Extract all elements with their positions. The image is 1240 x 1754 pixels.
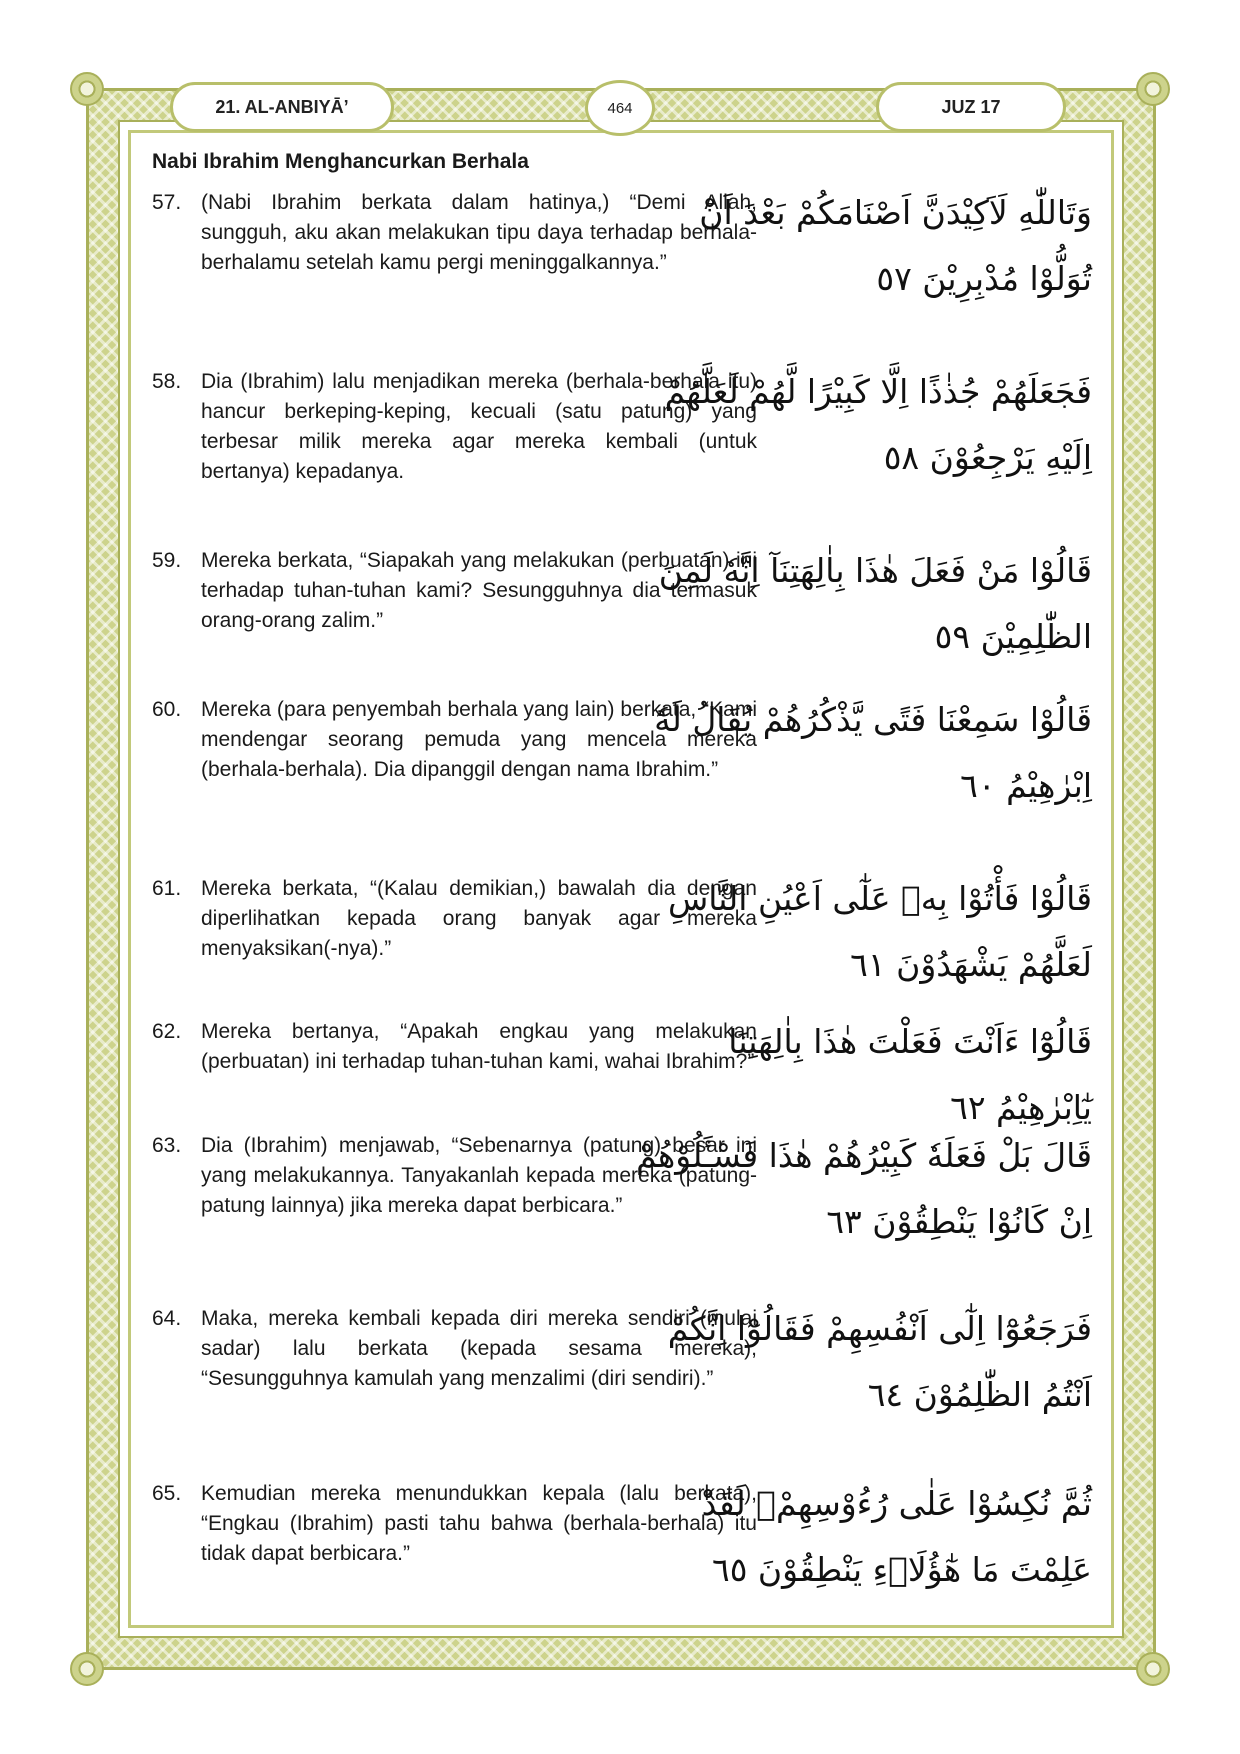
- corner-ornament-bottom-left: [70, 1652, 104, 1686]
- verse-number: 65.: [152, 1482, 182, 1505]
- verse-arabic: قَالُوْا سَمِعْنَا فَتًى يَّذْكُرُهُمْ يُقَالُ لَهٗٓ اِبْرٰهِيْمُ ٦٠: [654, 700, 1092, 805]
- juz-label: JUZ 17: [876, 82, 1066, 132]
- verse-arabic: قَالَ بَلْ فَعَلَهٗ كَبِيْرُهُمْ هٰذَا فَسْـَٔلُوْهُمْ اِنْ كَانُوْا يَنْطِقُوْنَ ٦٣: [635, 1136, 1092, 1241]
- page-number: 464: [585, 80, 655, 136]
- verse-arabic: فَجَعَلَهُمْ جُذٰذًا اِلَّا كَبِيْرًا لَّهُمْ لَعَلَّهُمْ اِلَيْهِ يَرْجِعُوْنَ ٥٨: [664, 372, 1092, 477]
- verse-translation: Mereka (para penyembah berhala yang lain) berkata, “Kami mendengar seorang pemuda yang mencela mereka (berhala-berhala). Dia dipanggil dengan nama Ibrahim.”: [201, 698, 757, 781]
- verse-translation: Mereka bertanya, “Apakah engkau yang melakukan (perbuatan) ini terhadap tuhan-tuhan kami, wahai Ibrahim?”: [201, 1020, 757, 1073]
- verse-number: 63.: [152, 1134, 182, 1157]
- verse-arabic: قَالُوْا فَأْتُوْا بِهٖ عَلٰٓى اَعْيُنِ النَّاسِ لَعَلَّهُمْ يَشْهَدُوْنَ ٦١: [667, 879, 1092, 984]
- verse-number: 61.: [152, 877, 182, 900]
- verse-number: 59.: [152, 549, 182, 572]
- surah-label: 21. AL-ANBIYĀ’: [170, 82, 394, 132]
- main-content: [152, 148, 1092, 176]
- verse-arabic: فَرَجَعُوْٓا اِلٰٓى اَنْفُسِهِمْ فَقَالُوْٓا اِنَّكُمْ اَنْتُمُ الظّٰلِمُوْنَ ٦٤: [667, 1309, 1092, 1414]
- verse-translation: Maka, mereka kembali kepada diri mereka sendiri (mulai sadar) lalu berkata (kepada sesama mereka), “Sesungguhnya kamulah yang menzalimi (diri sendiri).”: [201, 1307, 757, 1390]
- corner-ornament-top-left: [70, 72, 104, 106]
- verse-arabic: وَتَاللّٰهِ لَاَكِيْدَنَّ اَصْنَامَكُمْ بَعْدَ اَنْ تُوَلُّوْا مُدْبِرِيْنَ ٥٧: [699, 193, 1092, 298]
- section-title: Nabi Ibrahim Menghancurkan Berhala: [152, 150, 529, 173]
- verse-number: 60.: [152, 698, 182, 721]
- corner-ornament-top-right: [1136, 72, 1170, 106]
- verse-arabic: قَالُوْا مَنْ فَعَلَ هٰذَا بِاٰلِهَتِنَآ اِنَّهٗ لَمِنَ الظّٰلِمِيْنَ ٥٩: [658, 551, 1092, 656]
- verse-arabic: ثُمَّ نُكِسُوْا عَلٰى رُءُوْسِهِمْۚ لَقَدْ عَلِمْتَ مَا هٰٓؤُلَاۤءِ يَنْطِقُوْنَ ٦٥: [701, 1484, 1092, 1589]
- verse-arabic: قَالُوْٓا ءَاَنْتَ فَعَلْتَ هٰذَا بِاٰلِهَتِنَا يٰٓاِبْرٰهِيْمُ ٦٢: [728, 1022, 1092, 1127]
- verse-translation: Mereka berkata, “Siapakah yang melakukan (perbuatan) ini terhadap tuhan-tuhan kami? Sesungguhnya dia termasuk orang-orang zalim.”: [201, 549, 757, 632]
- corner-ornament-bottom-right: [1136, 1652, 1170, 1686]
- verse-translation: Kemudian mereka menundukkan kepala (lalu berkata), “Engkau (Ibrahim) pasti tahu bahwa (berhala-berhala) itu tidak dapat berbicara.”: [201, 1482, 757, 1565]
- verse-translation: Dia (Ibrahim) menjawab, “Sebenarnya (patung) besar ini yang melakukannya. Tanyakanlah kepada mereka (patung-patung lainnya) jika mereka dapat berbicara.”: [201, 1134, 757, 1217]
- verse-number: 58.: [152, 370, 182, 393]
- verse-number: 62.: [152, 1020, 182, 1043]
- verse-translation: Dia (Ibrahim) lalu menjadikan mereka (berhala-berhala itu) hancur berkeping-keping, kecuali (satu patung) yang terbesar milik mereka agar mereka kembali (untuk bertanya) kepadanya.: [201, 370, 757, 483]
- verse-number: 64.: [152, 1307, 182, 1330]
- verse-translation: Mereka berkata, “(Kalau demikian,) bawalah dia dengan diperlihatkan kepada orang banyak agar mereka menyaksikan(-nya).”: [201, 877, 757, 960]
- verse-number: 57.: [152, 191, 182, 214]
- verse-translation: (Nabi Ibrahim berkata dalam hatinya,) “Demi Allah, sungguh, aku akan melakukan tipu daya terhadap berhala-berhalamu setelah kamu pergi meninggalkannya.”: [201, 191, 757, 274]
